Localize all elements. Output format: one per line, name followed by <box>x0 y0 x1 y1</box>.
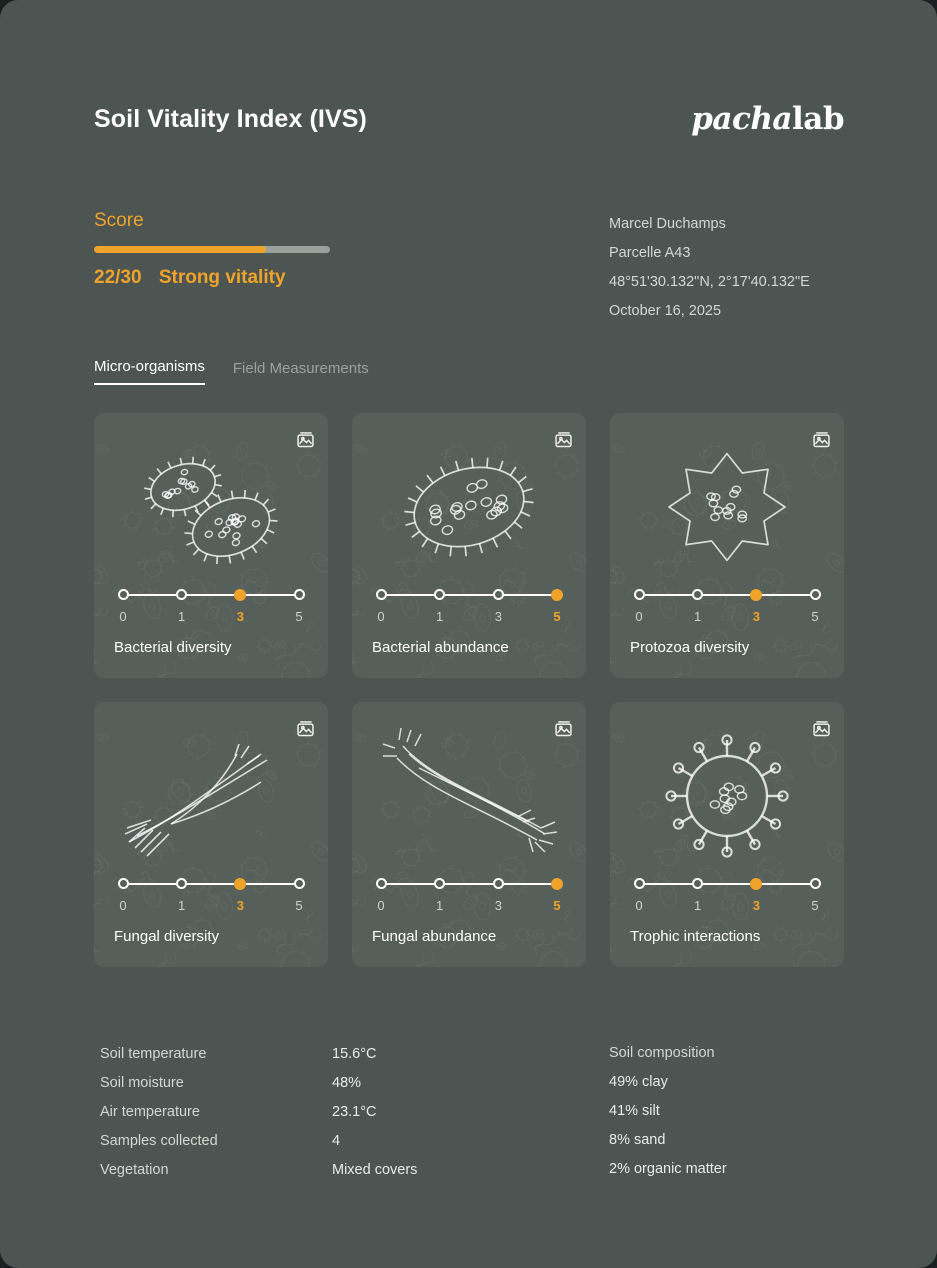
score-progress-fill <box>94 246 266 253</box>
rating-dot-3[interactable] <box>234 878 246 890</box>
report-meta <box>609 210 909 326</box>
measurement-key: Soil moisture <box>100 1075 184 1091</box>
rating-tick-label: 1 <box>436 898 444 913</box>
tab-field-measurements[interactable]: Field Measurements <box>232 360 369 377</box>
rating-scale[interactable] <box>118 874 304 920</box>
rating-tick-label: 3 <box>494 609 502 624</box>
rating-tick-label: 3 <box>752 898 760 913</box>
page-title: Soil Vitality Index (IVS) <box>94 105 367 133</box>
soil-composition-block <box>609 1039 909 1184</box>
metric-card-grid <box>94 413 844 967</box>
rating-dot-5[interactable] <box>294 589 305 600</box>
measurement-key: Soil temperature <box>100 1046 207 1062</box>
rating-dot-1[interactable] <box>434 878 445 889</box>
rating-dot-1[interactable] <box>692 878 703 889</box>
measurement-row <box>100 1040 530 1069</box>
rating-tick-label: 1 <box>178 898 186 913</box>
rating-dot-3[interactable] <box>750 589 762 601</box>
rating-tick-label: 1 <box>178 609 186 624</box>
rating-tick-label: 0 <box>635 898 643 913</box>
tab-bar[interactable] <box>94 358 369 385</box>
rating-tick-label: 5 <box>553 609 561 624</box>
rating-tick-label: 5 <box>811 609 819 624</box>
meta-owner: Marcel Duchamps <box>609 216 726 232</box>
protozoa-icon <box>610 435 844 585</box>
virus-icon <box>610 724 844 874</box>
measurement-key: Vegetation <box>100 1162 169 1178</box>
rating-tick-label: 3 <box>236 898 244 913</box>
rating-dot-3[interactable] <box>493 878 504 889</box>
soil-composition-item: 49% clay <box>609 1074 668 1090</box>
rating-scale-line <box>381 883 557 885</box>
rating-scale-line <box>123 594 299 596</box>
field-measurements-list <box>100 1040 530 1185</box>
score-value: 22/30 <box>94 267 142 288</box>
soil-composition-item: 8% sand <box>609 1132 666 1148</box>
rating-dot-0[interactable] <box>634 878 645 889</box>
rating-dot-5[interactable] <box>294 878 305 889</box>
metric-card-label: Bacterial abundance <box>372 639 509 656</box>
report-header <box>94 101 844 165</box>
metric-card-label: Fungal diversity <box>114 928 220 945</box>
rating-dot-5[interactable] <box>551 589 563 601</box>
bacteria-icon <box>94 435 328 585</box>
rating-tick-label: 5 <box>811 898 819 913</box>
rating-dot-0[interactable] <box>118 589 129 600</box>
tab-micro-organisms[interactable]: Micro-organisms <box>94 358 205 385</box>
rating-scale[interactable] <box>634 585 820 631</box>
measurement-value: 4 <box>332 1133 341 1149</box>
rating-dot-0[interactable] <box>376 878 387 889</box>
metric-card[interactable] <box>94 413 328 678</box>
rating-tick-label: 1 <box>436 609 444 624</box>
meta-coordinates: 48°51'30.132"N, 2°17'40.132"E <box>609 274 810 290</box>
measurement-row <box>100 1156 530 1185</box>
measurement-row <box>100 1098 530 1127</box>
measurement-row <box>100 1069 530 1098</box>
measurement-row <box>100 1127 530 1156</box>
rating-dot-5[interactable] <box>810 878 821 889</box>
metric-card-label: Bacterial diversity <box>114 639 232 656</box>
fungal-network-icon <box>352 724 586 874</box>
rating-tick-label: 5 <box>295 609 303 624</box>
soil-composition-items <box>609 1068 909 1184</box>
bacterium-large-icon <box>352 435 586 585</box>
metric-card[interactable] <box>610 702 844 967</box>
rating-tick-label: 0 <box>635 609 643 624</box>
metric-card[interactable] <box>94 702 328 967</box>
soil-composition-item: 41% silt <box>609 1103 660 1119</box>
metric-card[interactable] <box>352 413 586 678</box>
rating-dot-0[interactable] <box>634 589 645 600</box>
rating-dot-3[interactable] <box>750 878 762 890</box>
rating-dot-0[interactable] <box>376 589 387 600</box>
measurement-value: 23.1°C <box>332 1104 377 1120</box>
rating-dot-5[interactable] <box>551 878 563 890</box>
meta-date: October 16, 2025 <box>609 303 722 319</box>
brand-logo-part1: pacha <box>691 101 792 137</box>
rating-tick-label: 0 <box>119 609 127 624</box>
rating-dot-1[interactable] <box>176 589 187 600</box>
rating-dot-0[interactable] <box>118 878 129 889</box>
rating-dot-1[interactable] <box>692 589 703 600</box>
metric-card[interactable] <box>610 413 844 678</box>
brand-logo <box>691 101 844 137</box>
measurement-key: Air temperature <box>100 1104 200 1120</box>
rating-tick-label: 3 <box>752 609 760 624</box>
rating-tick-label: 1 <box>694 609 702 624</box>
rating-dot-1[interactable] <box>434 589 445 600</box>
rating-tick-label: 0 <box>119 898 127 913</box>
soil-composition-title: Soil composition <box>609 1045 715 1061</box>
rating-scale[interactable] <box>376 874 562 920</box>
fungal-hyphae-icon <box>94 724 328 874</box>
rating-scale[interactable] <box>118 585 304 631</box>
measurement-value: Mixed covers <box>332 1162 418 1178</box>
rating-dot-5[interactable] <box>810 589 821 600</box>
measurement-value: 48% <box>332 1075 362 1091</box>
rating-tick-label: 5 <box>295 898 303 913</box>
measurement-value: 15.6°C <box>332 1046 377 1062</box>
rating-tick-label: 3 <box>236 609 244 624</box>
metric-card-label: Fungal abundance <box>372 928 497 945</box>
soil-composition-item: 2% organic matter <box>609 1161 727 1177</box>
rating-tick-label: 0 <box>377 898 385 913</box>
metric-card-label: Trophic interactions <box>630 928 761 945</box>
rating-scale-line <box>381 594 557 596</box>
rating-tick-label: 5 <box>553 898 561 913</box>
score-block <box>94 210 394 289</box>
score-qualifier: Strong vitality <box>158 267 286 288</box>
metric-card[interactable] <box>352 702 586 967</box>
rating-dot-1[interactable] <box>176 878 187 889</box>
rating-scale[interactable] <box>376 585 562 631</box>
rating-scale-line <box>123 883 299 885</box>
brand-logo-part2: lab <box>791 101 844 137</box>
rating-tick-label: 0 <box>377 609 385 624</box>
score-values <box>94 267 394 289</box>
rating-dot-3[interactable] <box>234 589 246 601</box>
rating-scale-line <box>639 594 815 596</box>
measurement-key: Samples collected <box>100 1133 218 1149</box>
rating-dot-3[interactable] <box>493 589 504 600</box>
rating-tick-label: 1 <box>694 898 702 913</box>
meta-parcel: Parcelle A43 <box>609 245 691 261</box>
score-label: Score <box>94 210 144 231</box>
rating-scale-line <box>639 883 815 885</box>
score-progress-bar <box>94 246 330 253</box>
rating-scale[interactable] <box>634 874 820 920</box>
metric-card-label: Protozoa diversity <box>630 639 750 656</box>
rating-tick-label: 3 <box>494 898 502 913</box>
